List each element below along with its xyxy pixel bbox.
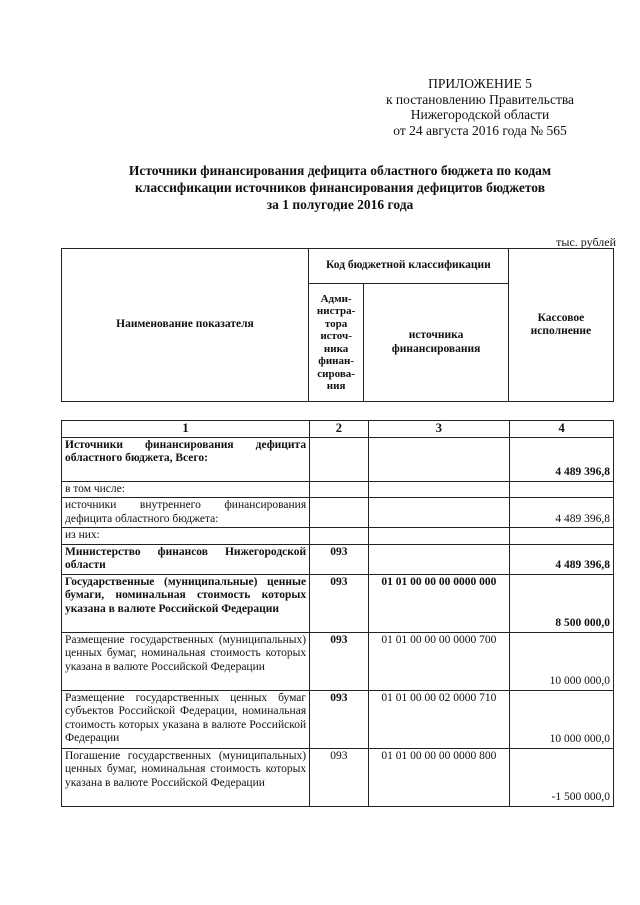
table-row — [62, 632, 614, 690]
title-line-3: за 1 полугодие 2016 года — [266, 197, 414, 212]
column-number: 2 — [310, 421, 368, 438]
header-admin: Адми- нистра- тора источ- ника финан- сирова- ния — [308, 284, 363, 402]
row-amount: 8 500 000,0 — [510, 574, 614, 632]
header-code-group: Код бюджетной классификации — [308, 249, 508, 284]
table-row — [62, 748, 614, 806]
header-source: источника финансирования — [364, 284, 509, 402]
row-admin: 093 — [310, 632, 368, 690]
table-row — [62, 498, 614, 528]
header-amount: Кассовое исполнение — [508, 249, 613, 402]
row-code — [368, 498, 510, 528]
appendix-region: Нижегородской области — [410, 107, 550, 122]
header-name: Наименование показателя — [62, 249, 309, 402]
row-amount: -1 500 000,0 — [510, 748, 614, 806]
table-row — [62, 690, 614, 748]
data-table — [61, 420, 614, 807]
column-number: 1 — [62, 421, 310, 438]
row-name: Размещение государственных (муниципальных) ценных бумаг, номинальная стоимость которых указана в валюте Российской Федерации — [62, 632, 310, 690]
row-code — [368, 481, 510, 498]
appendix-ref-line: к постановлению Правительства — [385, 91, 575, 107]
units-label: тыс. рублей — [556, 235, 616, 249]
row-admin — [310, 528, 368, 545]
table-row — [62, 437, 614, 481]
row-name: Размещение государственных ценных бумаг субъектов Российской Федерации, номинальная стоимость которых указана в валюте Российской Федерации — [62, 690, 310, 748]
row-amount — [510, 528, 614, 545]
column-number-row — [62, 421, 614, 438]
title-line-2: классификации источников финансирования дефицитов бюджетов — [135, 180, 545, 195]
column-number: 4 — [510, 421, 614, 438]
row-admin: 093 — [310, 748, 368, 806]
row-code: 01 01 00 00 00 0000 800 — [368, 748, 510, 806]
row-amount: 4 489 396,8 — [510, 544, 614, 574]
row-code — [368, 437, 510, 481]
appendix-header — [360, 76, 600, 138]
row-name: Государственные (муниципальные) ценные бумаги, номинальная стоимость которых указана в валюте Российской Федерации — [62, 574, 310, 632]
appendix-date: от 24 августа 2016 года № 565 — [393, 122, 567, 138]
row-code: 01 01 00 00 00 0000 700 — [368, 632, 510, 690]
row-admin — [310, 498, 368, 528]
table-row — [62, 544, 614, 574]
row-amount: 10 000 000,0 — [510, 632, 614, 690]
appendix-number: ПРИЛОЖЕНИЕ 5 — [428, 76, 532, 91]
row-name: Погашение государственных (муниципальных) ценных бумаг, номинальная стоимость которых указана в валюте Российской Федерации — [62, 748, 310, 806]
row-admin: 093 — [310, 544, 368, 574]
row-amount: 4 489 396,8 — [510, 498, 614, 528]
row-admin: 093 — [310, 690, 368, 748]
table-row — [62, 481, 614, 498]
row-admin: 093 — [310, 574, 368, 632]
row-name: источники внутреннего финансирования дефицита областного бюджета: — [62, 498, 310, 528]
document-title — [90, 162, 590, 213]
row-amount: 10 000 000,0 — [510, 690, 614, 748]
table-row — [62, 528, 614, 545]
table-row — [62, 574, 614, 632]
title-line-1: Источники финансирования дефицита областного бюджета по кодам — [128, 163, 552, 178]
table-header — [61, 248, 614, 402]
row-amount: 4 489 396,8 — [510, 437, 614, 481]
row-code: 01 01 00 00 00 0000 000 — [368, 574, 510, 632]
row-name: из них: — [62, 528, 310, 545]
row-name: в том числе: — [62, 481, 310, 498]
row-amount — [510, 481, 614, 498]
row-code: 01 01 00 00 02 0000 710 — [368, 690, 510, 748]
row-admin — [310, 437, 368, 481]
row-name: Министерство финансов Нижегородской области — [62, 544, 310, 574]
row-code — [368, 544, 510, 574]
row-name: Источники финансирования дефицита областного бюджета, Всего: — [62, 437, 310, 481]
column-number: 3 — [368, 421, 510, 438]
row-code — [368, 528, 510, 545]
row-admin — [310, 481, 368, 498]
